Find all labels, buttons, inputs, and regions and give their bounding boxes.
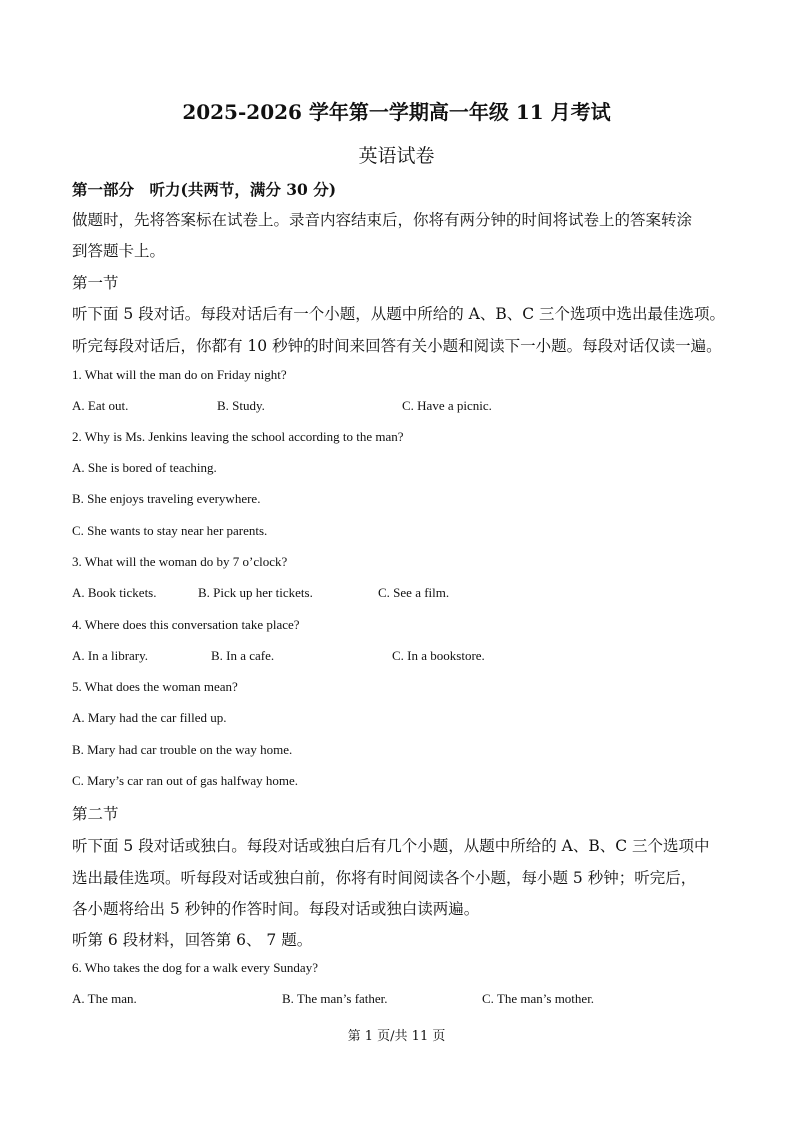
question-4-option-a: A. In a library.	[72, 648, 149, 663]
material-6-instruction: 听第 6 段材料，回答第 6、 7 题。	[72, 931, 313, 949]
question-6-option-b: B. The man’s father.	[282, 991, 388, 1006]
page-number: 第 1 页/共 11 页	[347, 1029, 446, 1044]
part1-instructions-line2: 到答题卡上。	[72, 242, 166, 260]
question-2: 2. Why is Ms. Jenkins leaving the school according to the man?	[72, 429, 404, 444]
question-5-option-a: A. Mary had the car filled up.	[72, 710, 227, 725]
question-1-option-b: B. Study.	[217, 398, 265, 413]
question-1-option-a: A. Eat out.	[72, 398, 129, 413]
section2-instructions-line3: 各小题将给出 5 秒钟的作答时间。每段对话或独白读两遍。	[72, 900, 480, 918]
question-2-option-c: C. She wants to stay near her parents.	[72, 523, 268, 538]
section2-heading: 第二节	[72, 805, 119, 823]
question-1-option-c: C. Have a picnic.	[402, 398, 492, 413]
question-5-option-c: C. Mary’s car ran out of gas halfway home.	[72, 773, 298, 788]
section2-instructions-line1: 听下面 5 段对话或独白。每段对话或独白后有几个小题，从题中所给的 A、B、C 三个选项中	[72, 837, 710, 855]
question-4-option-b: B. In a cafe.	[211, 648, 275, 663]
question-4: 4. Where does this conversation take place?	[72, 617, 300, 632]
section1-instructions-line1: 听下面 5 段对话。每段对话后有一个小题，从题中所给的 A、B、C 三个选项中选出最佳选项。	[72, 305, 726, 323]
question-3-option-a: A. Book tickets.	[72, 585, 157, 600]
question-3-option-b: B. Pick up her tickets.	[198, 585, 313, 600]
question-6-option-a: A. The man.	[72, 991, 137, 1006]
section1-heading: 第一节	[72, 274, 119, 292]
question-2-option-a: A. She is bored of teaching.	[72, 460, 217, 475]
exam-subtitle: 英语试卷	[358, 145, 435, 167]
question-6: 6. Who takes the dog for a walk every Sunday?	[72, 960, 318, 975]
question-4-option-c: C. In a bookstore.	[392, 648, 485, 663]
question-3-option-c: C. See a film.	[378, 585, 450, 600]
question-5-option-b: B. Mary had car trouble on the way home.	[72, 742, 293, 757]
part1-instructions-line1: 做题时，先将答案标在试卷上。录音内容结束后，你将有两分钟的时间将试卷上的答案转涂	[72, 211, 693, 229]
section1-instructions-line2: 听完每段对话后，你都有 10 秒钟的时间来回答有关小题和阅读下一小题。每段对话仅读一遍。	[72, 337, 722, 355]
question-2-option-b: B. She enjoys traveling everywhere.	[72, 491, 261, 506]
question-6-option-c: C. The man’s mother.	[482, 991, 595, 1006]
section2-instructions-line2: 选出最佳选项。听每段对话或独白前，你将有时间阅读各个小题，每小题 5 秒钟；听完后，	[72, 869, 697, 887]
exam-title: 2025-2026 学年第一学期高一年级 11 月考试	[182, 100, 611, 124]
question-5: 5. What does the woman mean?	[72, 679, 238, 694]
question-1: 1. What will the man do on Friday night?	[72, 367, 287, 382]
question-3: 3. What will the woman do by 7 o’clock?	[72, 554, 288, 569]
part1-heading: 第一部分 听力(共两节，满分 30 分)	[72, 180, 337, 199]
